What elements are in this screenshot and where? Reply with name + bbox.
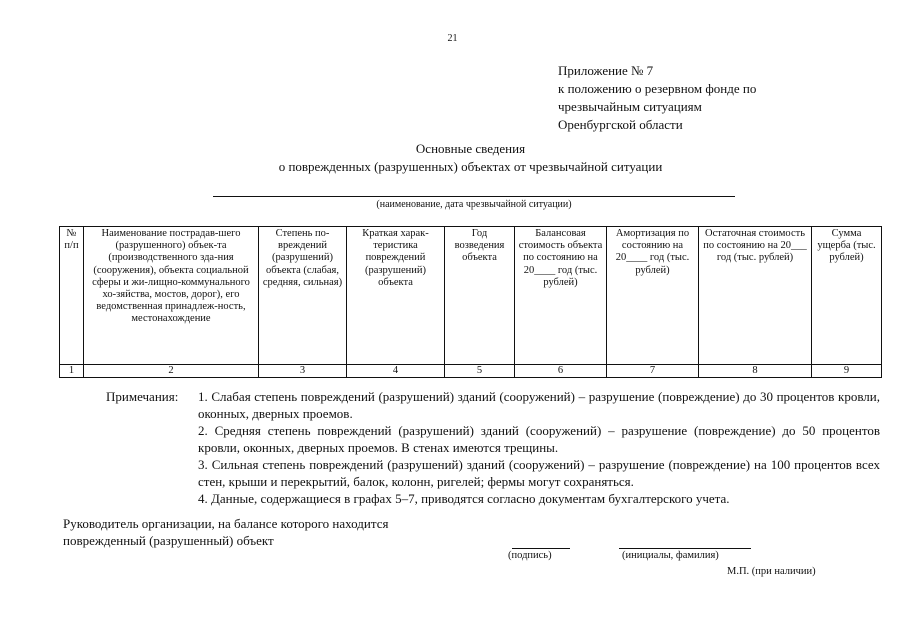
header-cell-residual-value: Остаточная стоимость по состоянию на 20___ год (тыс. рублей) <box>699 227 812 365</box>
name-blank-line <box>619 548 751 549</box>
column-number-cell: 2 <box>84 365 259 378</box>
column-number-cell: 4 <box>347 365 445 378</box>
column-number-cell: 1 <box>60 365 84 378</box>
signer-block <box>63 515 388 549</box>
title-line-1: Основные сведения <box>415 141 526 156</box>
appendix-block <box>558 62 756 134</box>
page-number: 21 <box>447 33 458 44</box>
header-cell-name: Наименование пострадав-шего (разрушенного) объек-та (производственного зда-ния (сооружения), объекта социальной сферы и жи-лищно-коммунального хо-зяйства, мостов, дорог), его ведомственная принадлеж-ность, местонахождение <box>84 227 259 365</box>
document-title <box>0 140 905 176</box>
header-cell-damage-description: Краткая харак-теристика повреждений (разрушений) объекта <box>347 227 445 365</box>
column-number-cell: 5 <box>445 365 515 378</box>
header-cell-year-built: Год возведения объекта <box>445 227 515 365</box>
table-header-row <box>60 227 882 365</box>
name-caption: (инициалы, фамилия) <box>622 550 719 561</box>
column-number-cell: 6 <box>515 365 607 378</box>
header-cell-book-value: Балансовая стоимость объекта по состоянию на 20____ год (тыс. рублей) <box>515 227 607 365</box>
note-item-1: 1. Слабая степень повреждений (разрушений) зданий (сооружений) – разрушение (повреждение) до 30 процентов кровли, оконных, дверных проемов. <box>198 389 880 421</box>
situation-caption: (наименование, дата чрезвычайной ситуации) <box>376 199 572 210</box>
header-cell-damage-degree: Степень по-вреждений (разрушений) объекта (слабая, средняя, сильная) <box>259 227 347 365</box>
column-number-cell: 7 <box>607 365 699 378</box>
header-cell-number: № п/п <box>60 227 84 365</box>
note-item-3: 3. Сильная степень повреждений (разрушений) зданий (сооружений) – разрушение (повреждение) на 100 процентов всех стен, крыши и перекрытий, балок, колонн, ригелей; фермы могут сохраняться. <box>198 457 880 489</box>
column-number-cell: 9 <box>812 365 882 378</box>
signer-line-1: Руководитель организации, на балансе которого находится <box>63 516 389 531</box>
appendix-line-4: Оренбургской области <box>558 117 683 132</box>
note-item-4: 4. Данные, содержащиеся в графах 5–7, приводятся согласно документам бухгалтерского учета. <box>198 491 730 506</box>
situation-blank-line <box>213 196 735 197</box>
column-number-cell: 3 <box>259 365 347 378</box>
signature-caption: (подпись) <box>508 550 552 561</box>
damage-table <box>59 226 882 378</box>
stamp-caption: М.П. (при наличии) <box>727 566 816 577</box>
appendix-line-1: Приложение № 7 <box>558 63 654 78</box>
signature-blank-line <box>512 548 570 549</box>
signer-line-2: поврежденный (разрушенный) объект <box>63 533 274 548</box>
notes-block <box>106 388 880 507</box>
column-number-cell: 8 <box>699 365 812 378</box>
note-item-2: 2. Средняя степень повреждений (разрушений) зданий (сооружений) – разрушение (повреждение) до 50 процентов кровли, оконных, дверных проемов. В стенах имеются трещины. <box>198 423 880 455</box>
appendix-line-2: к положению о резервном фонде по <box>558 81 757 96</box>
header-cell-depreciation: Амортизация по состоянию на 20____ год (тыс. рублей) <box>607 227 699 365</box>
table-column-numbers-row <box>60 365 882 378</box>
title-line-2: о поврежденных (разрушенных) объектах от чрезвычайной ситуации <box>278 159 663 174</box>
notes-label: Примечания: <box>106 389 179 404</box>
appendix-line-3: чрезвычайным ситуациям <box>558 99 702 114</box>
header-cell-damage-amount: Сумма ущерба (тыс. рублей) <box>812 227 882 365</box>
